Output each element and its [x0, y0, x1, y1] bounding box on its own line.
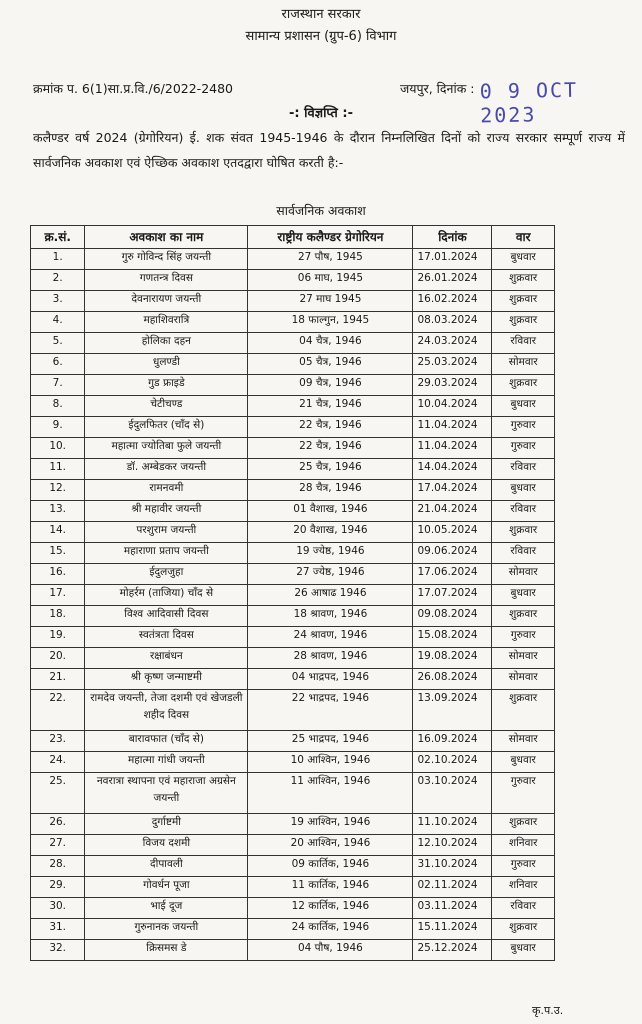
- national-date-cell: 20 आश्विन, 1946: [248, 835, 413, 856]
- table-header-row: [31, 226, 555, 249]
- table-body: [31, 249, 555, 961]
- holiday-name-cell: मोहर्रम (ताजिया) चाँद से: [85, 585, 248, 606]
- column-header-holiday-name: अवकाश का नाम: [85, 226, 248, 249]
- table-row: [31, 877, 555, 898]
- date-cell: 21.04.2024: [413, 501, 492, 522]
- serial-cell: 25.: [31, 773, 85, 814]
- date-cell: 15.08.2024: [413, 627, 492, 648]
- serial-cell: 21.: [31, 669, 85, 690]
- table-row: [31, 919, 555, 940]
- holiday-name-cell: डॉ. अम्बेडकर जयन्ती: [85, 459, 248, 480]
- notice-body: कलैण्डर वर्ष 2024 (ग्रेगोरियन) ई. शक संवत 1945-1946 के दौरान निम्नलिखित दिनों को राज्य सरकार सम्पूर्ण राज्य में सार्वजनिक अवकाश एवं ऐच्छिक अवकाश एतदद्वारा घोषित करती है:-: [33, 130, 625, 170]
- serial-cell: 2.: [31, 270, 85, 291]
- table-row: [31, 333, 555, 354]
- date-stamp: 0 9 OCT 2023: [479, 77, 579, 128]
- date-cell: 13.09.2024: [413, 690, 492, 731]
- serial-cell: 9.: [31, 417, 85, 438]
- national-date-cell: 26 आषाढ 1946: [248, 585, 413, 606]
- weekday-cell: बुधवार: [492, 752, 555, 773]
- table-row: [31, 270, 555, 291]
- national-date-cell: 04 भाद्रपद, 1946: [248, 669, 413, 690]
- table-row: [31, 856, 555, 877]
- table-row: [31, 522, 555, 543]
- national-date-cell: 28 चैत्र, 1946: [248, 480, 413, 501]
- serial-cell: 1.: [31, 249, 85, 270]
- table-row: [31, 438, 555, 459]
- serial-cell: 23.: [31, 731, 85, 752]
- national-date-cell: 09 कार्तिक, 1946: [248, 856, 413, 877]
- table-row: [31, 648, 555, 669]
- serial-cell: 8.: [31, 396, 85, 417]
- national-date-cell: 20 वैशाख, 1946: [248, 522, 413, 543]
- date-cell: 26.01.2024: [413, 270, 492, 291]
- table-row: [31, 501, 555, 522]
- weekday-cell: गुरुवार: [492, 856, 555, 877]
- table-row: [31, 606, 555, 627]
- national-date-cell: 22 चैत्र, 1946: [248, 438, 413, 459]
- holiday-name-cell: महात्मा ज्योतिबा फुले जयन्ती: [85, 438, 248, 459]
- date-cell: 29.03.2024: [413, 375, 492, 396]
- table-row: [31, 669, 555, 690]
- serial-cell: 24.: [31, 752, 85, 773]
- weekday-cell: शुक्रवार: [492, 690, 555, 731]
- holiday-name-cell: क्रिसमस डे: [85, 940, 248, 961]
- holiday-name-cell: भाई दूज: [85, 898, 248, 919]
- national-date-cell: 27 माघ 1945: [248, 291, 413, 312]
- national-date-cell: 25 भाद्रपद, 1946: [248, 731, 413, 752]
- serial-cell: 17.: [31, 585, 85, 606]
- serial-cell: 27.: [31, 835, 85, 856]
- holiday-name-cell: गुरु गोविन्द सिंह जयन्ती: [85, 249, 248, 270]
- national-date-cell: 12 कार्तिक, 1946: [248, 898, 413, 919]
- national-date-cell: 05 चैत्र, 1946: [248, 354, 413, 375]
- page-turn-note: कृ.प.उ.: [532, 1004, 564, 1017]
- reference-number: क्रमांक प. 6(1)सा.प्र.वि./6/2022-2480: [33, 81, 234, 96]
- serial-cell: 15.: [31, 543, 85, 564]
- national-date-cell: 24 कार्तिक, 1946: [248, 919, 413, 940]
- national-date-cell: 21 चैत्र, 1946: [248, 396, 413, 417]
- serial-cell: 5.: [31, 333, 85, 354]
- holiday-name-cell: दुर्गाष्टमी: [85, 814, 248, 835]
- date-cell: 25.03.2024: [413, 354, 492, 375]
- holiday-name-cell: विश्व आदिवासी दिवस: [85, 606, 248, 627]
- place-date-label: जयपुर, दिनांक :: [400, 81, 475, 96]
- holiday-name-cell: होलिका दहन: [85, 333, 248, 354]
- date-cell: 11.04.2024: [413, 438, 492, 459]
- table-row: [31, 417, 555, 438]
- weekday-cell: सोमवार: [492, 354, 555, 375]
- holiday-name-cell: गुरुनानक जयन्ती: [85, 919, 248, 940]
- column-header-national-calendar: राष्ट्रीय कलैण्डर ग्रेगोरियन: [248, 226, 413, 249]
- date-cell: 17.04.2024: [413, 480, 492, 501]
- weekday-cell: शुक्रवार: [492, 270, 555, 291]
- national-date-cell: 27 ज्येष्ठ, 1946: [248, 564, 413, 585]
- date-cell: 10.04.2024: [413, 396, 492, 417]
- table-row: [31, 396, 555, 417]
- date-cell: 17.07.2024: [413, 585, 492, 606]
- date-cell: 12.10.2024: [413, 835, 492, 856]
- serial-cell: 12.: [31, 480, 85, 501]
- serial-cell: 6.: [31, 354, 85, 375]
- weekday-cell: बुधवार: [492, 249, 555, 270]
- table-row: [31, 459, 555, 480]
- notice-title: -: विज्ञप्ति :-: [289, 106, 353, 121]
- serial-cell: 30.: [31, 898, 85, 919]
- weekday-cell: बुधवार: [492, 396, 555, 417]
- column-header-date: दिनांक: [413, 226, 492, 249]
- serial-cell: 32.: [31, 940, 85, 961]
- date-cell: 31.10.2024: [413, 856, 492, 877]
- holiday-name-cell: रामनवमी: [85, 480, 248, 501]
- national-date-cell: 10 आश्विन, 1946: [248, 752, 413, 773]
- date-cell: 16.02.2024: [413, 291, 492, 312]
- national-date-cell: 18 फाल्गुन, 1945: [248, 312, 413, 333]
- weekday-cell: रविवार: [492, 898, 555, 919]
- date-cell: 25.12.2024: [413, 940, 492, 961]
- table-row: [31, 375, 555, 396]
- column-header-serial: क्र.सं.: [31, 226, 85, 249]
- holiday-name-cell: गोवर्धन पूजा: [85, 877, 248, 898]
- holiday-name-cell: चेटीचण्ड: [85, 396, 248, 417]
- weekday-cell: बुधवार: [492, 940, 555, 961]
- serial-cell: 14.: [31, 522, 85, 543]
- weekday-cell: शुक्रवार: [492, 375, 555, 396]
- holiday-name-cell: श्री कृष्ण जन्माष्टमी: [85, 669, 248, 690]
- weekday-cell: सोमवार: [492, 564, 555, 585]
- table-row: [31, 835, 555, 856]
- table-row: [31, 585, 555, 606]
- date-cell: 02.10.2024: [413, 752, 492, 773]
- weekday-cell: रविवार: [492, 459, 555, 480]
- serial-cell: 18.: [31, 606, 85, 627]
- header-government: राजस्थान सरकार: [281, 7, 361, 22]
- date-cell: 03.11.2024: [413, 898, 492, 919]
- table-row: [31, 354, 555, 375]
- holiday-name-cell: देवनारायण जयन्ती: [85, 291, 248, 312]
- weekday-cell: बुधवार: [492, 585, 555, 606]
- serial-cell: 26.: [31, 814, 85, 835]
- serial-cell: 20.: [31, 648, 85, 669]
- weekday-cell: शुक्रवार: [492, 814, 555, 835]
- holiday-name-cell: नवरात्रा स्थापना एवं महाराजा अग्रसेन जयन्ती: [85, 773, 248, 814]
- column-header-weekday: वार: [492, 226, 555, 249]
- holiday-name-cell: रक्षाबंधन: [85, 648, 248, 669]
- date-cell: 09.08.2024: [413, 606, 492, 627]
- date-cell: 19.08.2024: [413, 648, 492, 669]
- weekday-cell: शुक्रवार: [492, 291, 555, 312]
- serial-cell: 13.: [31, 501, 85, 522]
- table-row: [31, 627, 555, 648]
- date-cell: 17.06.2024: [413, 564, 492, 585]
- holiday-name-cell: धुलण्डी: [85, 354, 248, 375]
- date-cell: 15.11.2024: [413, 919, 492, 940]
- weekday-cell: गुरुवार: [492, 438, 555, 459]
- table-row: [31, 480, 555, 501]
- header-department: सामान्य प्रशासन (ग्रुप-6) विभाग: [245, 29, 397, 44]
- weekday-cell: शुक्रवार: [492, 919, 555, 940]
- table-row: [31, 249, 555, 270]
- date-cell: 08.03.2024: [413, 312, 492, 333]
- date-cell: 10.05.2024: [413, 522, 492, 543]
- date-cell: 11.10.2024: [413, 814, 492, 835]
- weekday-cell: शनिवार: [492, 835, 555, 856]
- national-date-cell: 24 श्रावण, 1946: [248, 627, 413, 648]
- weekday-cell: शुक्रवार: [492, 606, 555, 627]
- serial-cell: 11.: [31, 459, 85, 480]
- table-row: [31, 752, 555, 773]
- national-date-cell: 28 श्रावण, 1946: [248, 648, 413, 669]
- holiday-name-cell: महाराणा प्रताप जयन्ती: [85, 543, 248, 564]
- serial-cell: 28.: [31, 856, 85, 877]
- table-row: [31, 564, 555, 585]
- weekday-cell: रविवार: [492, 333, 555, 354]
- national-date-cell: 11 आश्विन, 1946: [248, 773, 413, 814]
- date-cell: 11.04.2024: [413, 417, 492, 438]
- national-date-cell: 18 श्रावण, 1946: [248, 606, 413, 627]
- table-row: [31, 312, 555, 333]
- weekday-cell: रविवार: [492, 543, 555, 564]
- weekday-cell: शुक्रवार: [492, 522, 555, 543]
- weekday-cell: बुधवार: [492, 480, 555, 501]
- table-row: [31, 690, 555, 731]
- national-date-cell: 19 आश्विन, 1946: [248, 814, 413, 835]
- table-row: [31, 291, 555, 312]
- national-date-cell: 04 चैत्र, 1946: [248, 333, 413, 354]
- date-cell: 03.10.2024: [413, 773, 492, 814]
- holiday-name-cell: स्वतंत्रता दिवस: [85, 627, 248, 648]
- national-date-cell: 01 वैशाख, 1946: [248, 501, 413, 522]
- table-row: [31, 898, 555, 919]
- weekday-cell: रविवार: [492, 501, 555, 522]
- serial-cell: 16.: [31, 564, 85, 585]
- holiday-name-cell: रामदेव जयन्ती, तेजा दशमी एवं खेजडली शहीद दिवस: [85, 690, 248, 731]
- weekday-cell: सोमवार: [492, 648, 555, 669]
- national-date-cell: 04 पौष, 1946: [248, 940, 413, 961]
- national-date-cell: 25 चैत्र, 1946: [248, 459, 413, 480]
- weekday-cell: शुक्रवार: [492, 312, 555, 333]
- serial-cell: 4.: [31, 312, 85, 333]
- national-date-cell: 22 भाद्रपद, 1946: [248, 690, 413, 731]
- serial-cell: 29.: [31, 877, 85, 898]
- table-row: [31, 543, 555, 564]
- table-row: [31, 731, 555, 752]
- weekday-cell: सोमवार: [492, 731, 555, 752]
- date-cell: 16.09.2024: [413, 731, 492, 752]
- weekday-cell: गुरुवार: [492, 773, 555, 814]
- national-date-cell: 11 कार्तिक, 1946: [248, 877, 413, 898]
- holiday-name-cell: गुड फ्राइडे: [85, 375, 248, 396]
- holiday-name-cell: महाशिवरात्रि: [85, 312, 248, 333]
- table-row: [31, 940, 555, 961]
- date-cell: 14.04.2024: [413, 459, 492, 480]
- holiday-name-cell: ईदुलफितर (चाँद से): [85, 417, 248, 438]
- holiday-name-cell: दीपावली: [85, 856, 248, 877]
- date-cell: 17.01.2024: [413, 249, 492, 270]
- serial-cell: 10.: [31, 438, 85, 459]
- table-row: [31, 773, 555, 814]
- weekday-cell: शनिवार: [492, 877, 555, 898]
- serial-cell: 19.: [31, 627, 85, 648]
- holiday-name-cell: बारावफात (चाँद से): [85, 731, 248, 752]
- national-date-cell: 06 माघ, 1945: [248, 270, 413, 291]
- weekday-cell: गुरुवार: [492, 627, 555, 648]
- serial-cell: 22.: [31, 690, 85, 731]
- weekday-cell: सोमवार: [492, 669, 555, 690]
- national-date-cell: 09 चैत्र, 1946: [248, 375, 413, 396]
- table-row: [31, 814, 555, 835]
- table-title: सार्वजनिक अवकाश: [276, 203, 366, 218]
- national-date-cell: 27 पौष, 1945: [248, 249, 413, 270]
- date-cell: 24.03.2024: [413, 333, 492, 354]
- serial-cell: 7.: [31, 375, 85, 396]
- weekday-cell: गुरुवार: [492, 417, 555, 438]
- holiday-name-cell: श्री महावीर जयन्ती: [85, 501, 248, 522]
- serial-cell: 3.: [31, 291, 85, 312]
- holiday-name-cell: ईदुलजुहा: [85, 564, 248, 585]
- holiday-name-cell: विजय दशमी: [85, 835, 248, 856]
- holiday-name-cell: महात्मा गांधी जयन्ती: [85, 752, 248, 773]
- date-cell: 02.11.2024: [413, 877, 492, 898]
- holidays-table: [30, 225, 555, 961]
- date-cell: 09.06.2024: [413, 543, 492, 564]
- date-cell: 26.08.2024: [413, 669, 492, 690]
- serial-cell: 31.: [31, 919, 85, 940]
- national-date-cell: 22 चैत्र, 1946: [248, 417, 413, 438]
- holiday-name-cell: गणतन्त्र दिवस: [85, 270, 248, 291]
- national-date-cell: 19 ज्येष्ठ, 1946: [248, 543, 413, 564]
- holiday-name-cell: परशुराम जयन्ती: [85, 522, 248, 543]
